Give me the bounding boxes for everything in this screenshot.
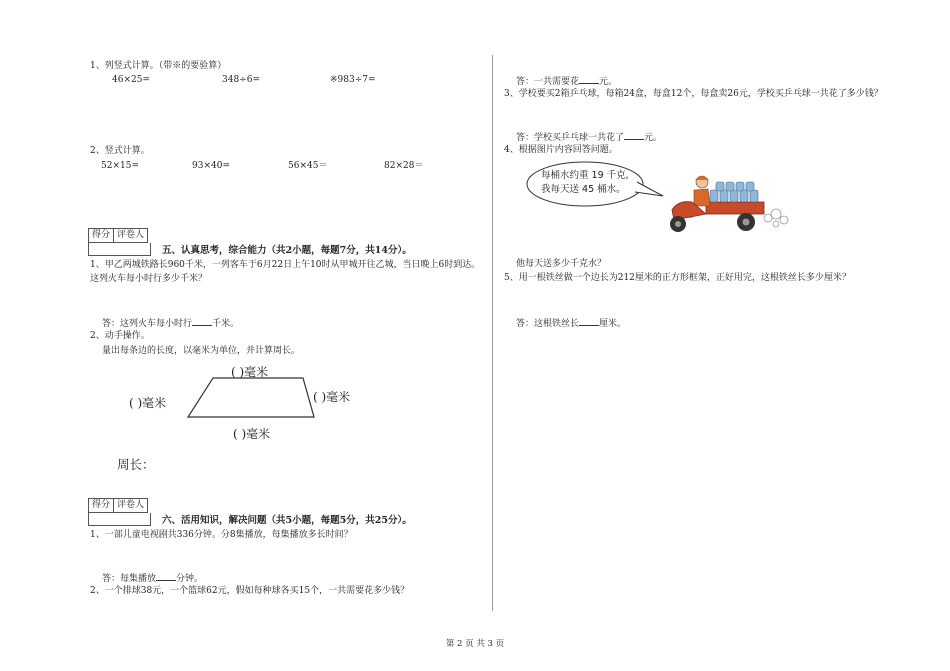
score-label: 得分 — [92, 230, 111, 240]
q2-item-1: 52×15= — [101, 161, 139, 171]
r-q4-question: 他每天送多少千克水？ — [516, 259, 607, 269]
trapezoid-top-label: ( )毫米 — [231, 365, 269, 379]
bubble-line-2: 我每天送 45 桶水。 — [541, 184, 626, 195]
trapezoid-bottom-label: ( )毫米 — [233, 427, 271, 441]
q2-title: 2、竖式计算。 — [90, 146, 150, 156]
trapezoid-right-label: ( )毫米 — [313, 390, 351, 404]
r-q3: 3、学校要买2箱乒乓球，每箱24盒，每盒12个，每盒卖26元，学校买乒乓球一共花了多少钱？ — [504, 89, 883, 99]
section6-title: 六、活用知识，解决问题（共5小题，每题5分，共25分）。 — [162, 515, 412, 526]
score-label-2: 得分 — [92, 500, 111, 510]
score-box-blank-2 — [88, 513, 151, 526]
grader-label-2: 评卷人 — [113, 499, 147, 512]
bubble-line-1: 每桶水约重 19 千克, — [541, 170, 629, 181]
grader-label: 评卷人 — [113, 229, 147, 242]
score-box-blank — [88, 243, 151, 256]
trapezoid-left-label: ( )毫米 — [129, 396, 167, 410]
r-q2-answer: 答：一共需要花 元。 — [516, 77, 618, 87]
r-q3-answer: 答：学校买乒乓球一共花了 元。 — [516, 133, 663, 143]
answer-blank[interactable] — [624, 132, 644, 140]
r-q4: 4、根据图片内容回答问题。 — [504, 145, 618, 155]
section5-title: 五、认真思考，综合能力（共2小题，每题7分，共14分）。 — [162, 245, 412, 256]
s6-q1-answer: 答：每集播放 分钟。 — [102, 574, 204, 584]
q2-item-2: 93×40= — [192, 161, 230, 171]
answer-blank[interactable] — [579, 318, 599, 326]
q1-title: 1、列竖式计算。（带※的要验算） — [90, 61, 227, 71]
q1-item-1: 46×25= — [112, 75, 150, 85]
q1-item-2: 348÷6= — [222, 75, 260, 85]
s6-q2: 2、一个排球38元，一个篮球62元，假如每种球各买15个，一共需要花多少钱？ — [90, 586, 410, 596]
delivery-tricycle-illustration — [664, 172, 794, 238]
column-divider — [492, 55, 493, 611]
s5-q1-line1: 1、甲乙两城铁路长960千米，一列客车于6月22日上午10时从甲城开往乙城，当日晚上6时到达。 — [90, 260, 481, 270]
answer-blank[interactable] — [156, 573, 176, 581]
answer-blank[interactable] — [579, 76, 599, 84]
s6-q1: 1、一部儿童电视剧共336分钟。分8集播放，每集播放多长时间？ — [90, 530, 353, 540]
s5-q2-title: 2、动手操作。 — [90, 331, 150, 341]
s5-q2-instruction: 量出每条边的长度，以毫米为单位，并计算周长。 — [102, 346, 301, 356]
q2-item-3: 56×45＝ — [288, 161, 328, 171]
score-box-2 — [88, 498, 148, 513]
answer-blank[interactable] — [192, 318, 212, 326]
trapezoid-figure — [185, 375, 315, 421]
page-footer: 第 2 页 共 3 页 — [445, 639, 505, 649]
s5-q1-answer: 答：这列火车每小时行 千米。 — [102, 319, 240, 329]
q2-item-4: 82×28＝ — [384, 161, 424, 171]
perimeter-label: 周长： — [117, 457, 155, 472]
score-box — [88, 228, 148, 243]
q1-item-3: ※983÷7= — [330, 75, 376, 85]
r-q5-answer: 答：这根铁丝长 厘米。 — [516, 319, 627, 329]
r-q5: 5、用一根铁丝做一个边长为212厘米的正方形框架，正好用完，这根铁丝长多少厘米？ — [504, 273, 851, 283]
s5-q1-line2: 这列火车每小时行多少千米？ — [90, 274, 208, 284]
